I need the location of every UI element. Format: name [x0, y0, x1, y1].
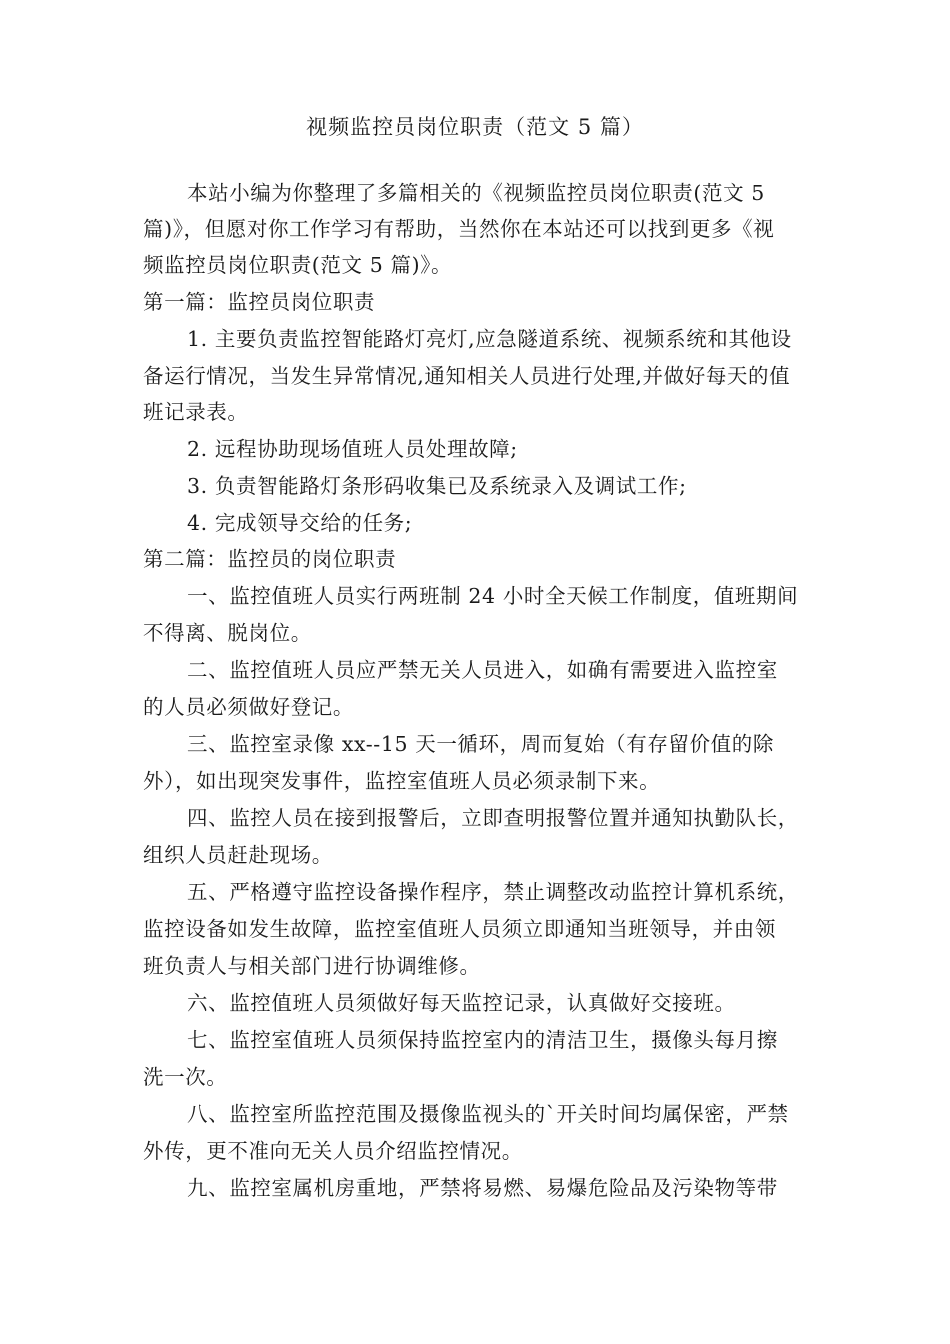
paragraph-line: 六、监控值班人员须做好每天监控记录，认真做好交接班。	[187, 991, 736, 1015]
paragraph-line: 不得离、脱岗位。	[143, 621, 312, 645]
section-heading: 第二篇：监控员的岗位职责	[143, 547, 397, 571]
paragraph-line: 频监控员岗位职责(范文 5 篇)》。	[143, 253, 453, 277]
paragraph-line: 外传，更不准向无关人员介绍监控情况。	[143, 1139, 523, 1163]
paragraph-line: 七、监控室值班人员须保持监控室内的清洁卫生，摄像头每月擦	[187, 1028, 778, 1052]
document-title: 视频监控员岗位职责（范文 5 篇）	[306, 115, 644, 139]
section-heading: 第一篇：监控员岗位职责	[143, 290, 376, 314]
paragraph-line: 洗一次。	[143, 1065, 228, 1089]
paragraph-line: 班记录表。	[143, 400, 249, 424]
paragraph-line: 四、监控人员在接到报警后，立即查明报警位置并通知执勤队长，	[187, 806, 799, 830]
paragraph-line: 一、监控值班人员实行两班制 24 小时全天候工作制度，值班期间	[187, 584, 799, 608]
paragraph-line: 4. 完成领导交给的任务;	[187, 511, 413, 535]
paragraph-line: 三、监控室录像 xx--15 天一循环，周而复始（有存留价值的除	[187, 732, 774, 756]
paragraph-line: 组织人员赶赴现场。	[143, 843, 333, 867]
paragraph-line: 本站小编为你整理了多篇相关的《视频监控员岗位职责(范文 5	[187, 181, 765, 205]
paragraph-line: 篇)》，但愿对你工作学习有帮助，当然你在本站还可以找到更多《视	[143, 217, 775, 241]
paragraph-line: 2. 远程协助现场值班人员处理故障;	[187, 437, 518, 461]
paragraph-line: 五、严格遵守监控设备操作程序，禁止调整改动监控计算机系统，	[187, 880, 799, 904]
paragraph-line: 监控设备如发生故障，监控室值班人员须立即通知当班领导，并由领	[143, 917, 776, 941]
paragraph-line: 班负责人与相关部门进行协调维修。	[143, 954, 481, 978]
paragraph-line: 备运行情况，当发生异常情况,通知相关人员进行处理,并做好每天的值	[143, 364, 791, 388]
paragraph-line: 二、监控值班人员应严禁无关人员进入，如确有需要进入监控室	[187, 658, 778, 682]
paragraph-line: 3. 负责智能路灯条形码收集已及系统录入及调试工作;	[187, 474, 687, 498]
paragraph-line: 八、监控室所监控范围及摄像监视头的`开关时间均属保密，严禁	[187, 1102, 789, 1126]
paragraph-line: 外），如出现突发事件，监控室值班人员必须录制下来。	[143, 769, 661, 793]
paragraph-line: 的人员必须做好登记。	[143, 695, 354, 719]
paragraph-line: 九、监控室属机房重地，严禁将易燃、易爆危险品及污染物等带	[187, 1176, 778, 1200]
paragraph-line: 1. 主要负责监控智能路灯亮灯,应急隧道系统、视频系统和其他设	[187, 327, 792, 351]
